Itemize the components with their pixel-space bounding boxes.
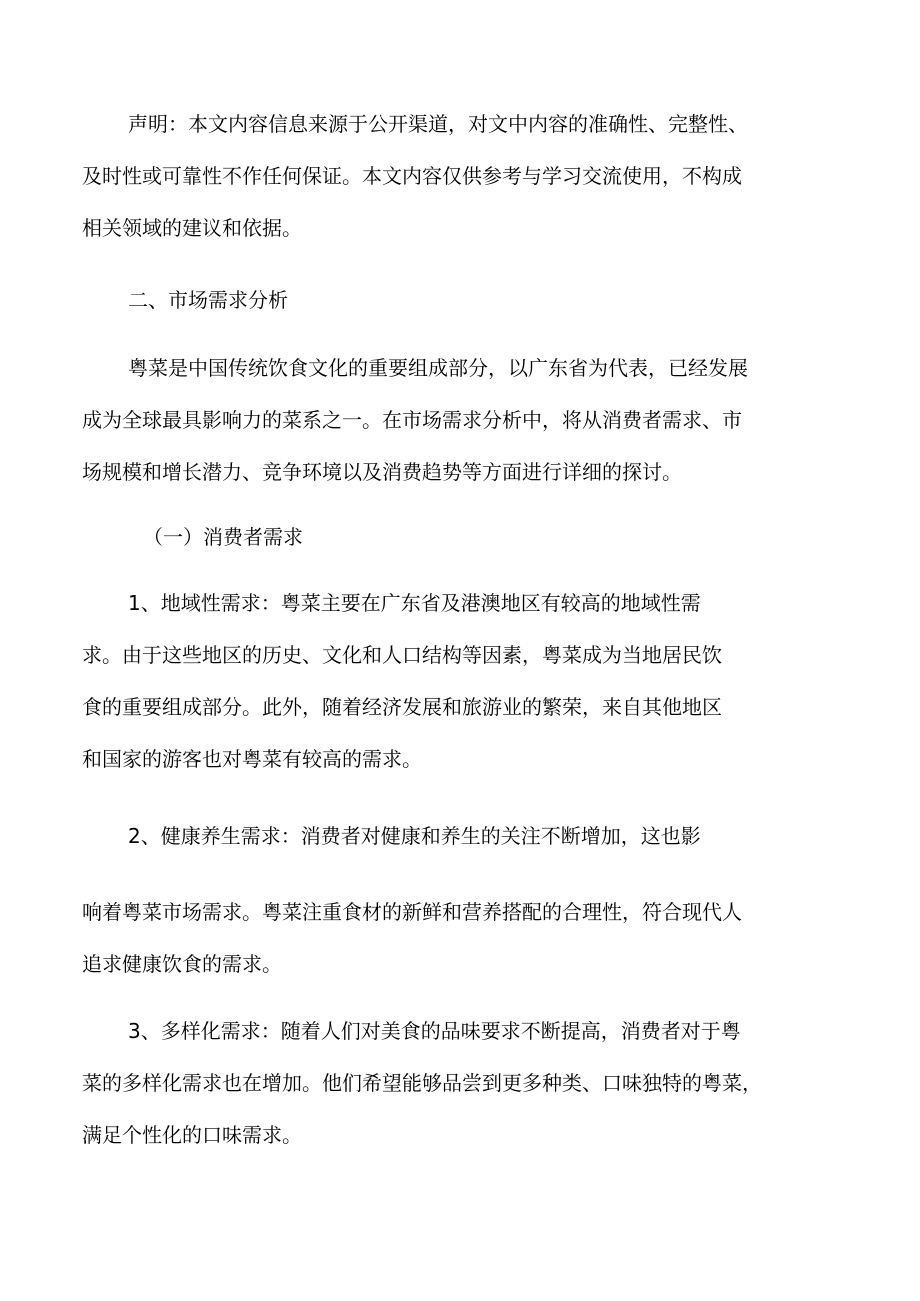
intro-line-2: 成为全球最具影响力的菜系之一。在市场需求分析中，将从消费者需求、市 — [82, 408, 742, 432]
item-3-line-1: 3、多样化需求：随着人们对美食的品味要求不断提高，消费者对于粤 — [128, 1019, 741, 1043]
section-heading: 二、市场需求分析 — [128, 288, 288, 312]
intro-line-3: 场规模和增长潜力、竞争环境以及消费趋势等方面进行详细的探讨。 — [82, 460, 682, 484]
item-2-line-2: 响着粤菜市场需求。粤菜注重食材的新鲜和营养搭配的合理性，符合现代人 — [82, 900, 742, 924]
item-1-line-4: 和国家的游客也对粤菜有较高的需求。 — [82, 747, 422, 771]
item-3-line-3: 满足个性化的口味需求。 — [82, 1123, 302, 1147]
intro-line-1: 粤菜是中国传统饮食文化的重要组成部分，以广东省为代表，已经发展 — [128, 356, 748, 380]
item-1-line-2: 求。由于这些地区的历史、文化和人口结构等因素，粤菜成为当地居民饮 — [82, 643, 722, 667]
subsection-heading: （一）消费者需求 — [143, 525, 303, 549]
disclaimer-line-1: 声明：本文内容信息来源于公开渠道，对文中内容的准确性、完整性、 — [128, 112, 748, 136]
item-1-line-1: 1、地域性需求：粤菜主要在广东省及港澳地区有较高的地域性需 — [128, 591, 701, 615]
disclaimer-line-2: 及时性或可靠性不作任何保证。本文内容仅供参考与学习交流使用，不构成 — [82, 164, 742, 188]
item-2-line-3: 追求健康饮食的需求。 — [82, 952, 282, 976]
item-2-line-1: 2、健康养生需求：消费者对健康和养生的关注不断增加，这也影 — [128, 824, 701, 848]
item-1-line-3: 食的重要组成部分。此外，随着经济发展和旅游业的繁荣，来自其他地区 — [82, 695, 722, 719]
item-3-line-2: 菜的多样化需求也在增加。他们希望能够品尝到更多种类、口味独特的粤菜， — [82, 1071, 762, 1095]
disclaimer-line-3: 相关领域的建议和依据。 — [82, 216, 302, 240]
